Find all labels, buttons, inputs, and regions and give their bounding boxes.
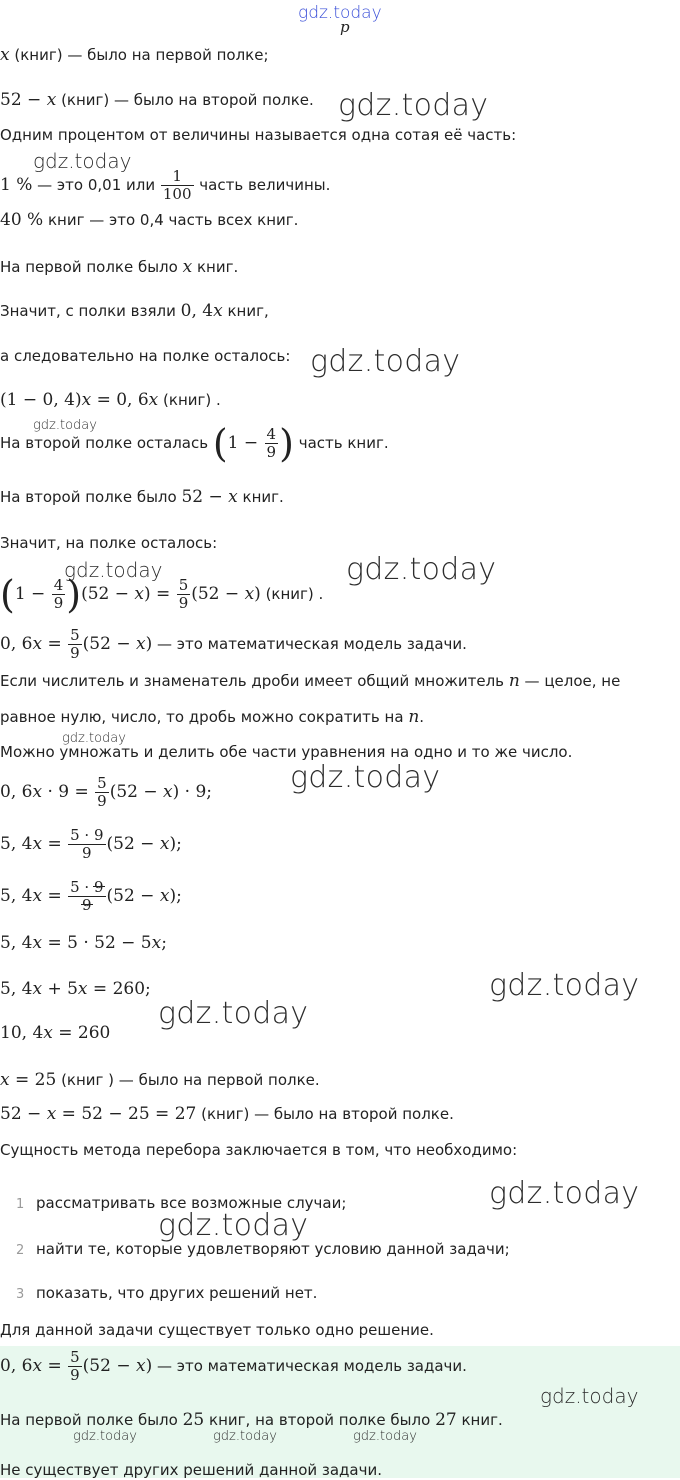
watermark: gdz.today bbox=[489, 968, 640, 1003]
watermark: gdz.today bbox=[158, 996, 309, 1031]
text-line: 0, 6x = $\frac{5}{9}$ (52 − x) — это математическая модель задачи. bbox=[0, 626, 467, 662]
header-math-fragment: p bbox=[340, 18, 350, 36]
text-line: равное нулю, число, то дробь можно сократить на n. bbox=[0, 707, 425, 727]
equation: 5, 4x + 5x = 260; bbox=[0, 979, 151, 999]
watermark: gdz.today bbox=[64, 558, 163, 582]
watermark: gdz.today bbox=[158, 1208, 309, 1243]
watermark: gdz.today bbox=[213, 1429, 277, 1444]
text-line: x = 25 (книг ) — было на первой полке. bbox=[0, 1070, 320, 1090]
text-line: 40 % книг — это 0,4 часть всех книг. bbox=[0, 210, 299, 230]
text-line: Можно умножать и делить обе части уравнения на одно и то же число. bbox=[0, 743, 573, 761]
text-line: На второй полке осталась (1 − $\frac{4}{9}$ ) часть книг. bbox=[0, 421, 389, 466]
watermark: gdz.today bbox=[489, 1176, 640, 1211]
equation: 10, 4x = 260 bbox=[0, 1023, 111, 1043]
answer-line: 0, 6x = $\frac{5}{9}$ (52 − x) — это математическая модель задачи. bbox=[0, 1348, 467, 1384]
equation: 0, 6x · 9 = $\frac{5}{9}$ (52 − x) · 9; bbox=[0, 774, 212, 810]
text-line: Если числитель и знаменатель дроби имеет общий множитель n — целое, не bbox=[0, 671, 621, 691]
text-line: Значит, на полке осталось: bbox=[0, 534, 218, 552]
text-line: 1 % — это 0,01 или $\frac{1}{100}$ часть величины. bbox=[0, 167, 331, 203]
equation: 5, 4x = $\frac{5 \cdot 9}{9}$ (52 − x); bbox=[0, 826, 182, 862]
watermark: gdz.today bbox=[346, 552, 497, 587]
watermark: gdz.today bbox=[353, 1429, 417, 1444]
text-line: Для данной задачи существует только одно решение. bbox=[0, 1321, 434, 1339]
watermark: gdz.today bbox=[310, 344, 461, 379]
watermark: gdz.today bbox=[540, 1384, 639, 1408]
text-line: Одним процентом от величины называется одна сотая её часть: bbox=[0, 126, 517, 144]
watermark: gdz.today bbox=[33, 418, 97, 433]
answer-line: Не существует других решений данной задачи. bbox=[0, 1461, 382, 1479]
watermark: gdz.today bbox=[62, 731, 126, 746]
watermark: gdz.today bbox=[73, 1429, 137, 1444]
text-line: 52 − x = 52 − 25 = 27 (книг) — было на второй полке. bbox=[0, 1104, 454, 1124]
watermark-top: gdz.today bbox=[298, 3, 382, 23]
text-line: 52 − x (книг) — было на второй полке. bbox=[0, 90, 314, 110]
text-line: а следовательно на полке осталось: bbox=[0, 347, 291, 365]
text-line: На второй полке было 52 − x книг. bbox=[0, 487, 284, 507]
watermark: gdz.today bbox=[290, 760, 441, 795]
watermark: gdz.today bbox=[33, 149, 132, 173]
text-line: x (книг) — было на первой полке; bbox=[0, 45, 269, 65]
text-line: (1 − 0, 4)x = 0, 6x (книг) . bbox=[0, 390, 221, 410]
equation: 5, 4x = 5 · 52 − 5x; bbox=[0, 933, 167, 953]
text-line: На первой полке было x книг. bbox=[0, 257, 239, 277]
watermark: gdz.today bbox=[338, 88, 489, 123]
equation: 5, 4x = $\frac{5 \cdot 9}{9}$ (52 − x); bbox=[0, 878, 182, 914]
text-line: (1 − $\frac{4}{9}$ )(52 − x) = $\frac{5}{9}$ (52 − x) (книг) . bbox=[0, 572, 324, 617]
text-line: Сущность метода перебора заключается в том, что необходимо: bbox=[0, 1141, 518, 1159]
text-line: Значит, с полки взяли 0, 4x книг, bbox=[0, 301, 269, 321]
answer-line: На первой полке было 25 книг, на второй полке было 27 книг. bbox=[0, 1410, 503, 1430]
